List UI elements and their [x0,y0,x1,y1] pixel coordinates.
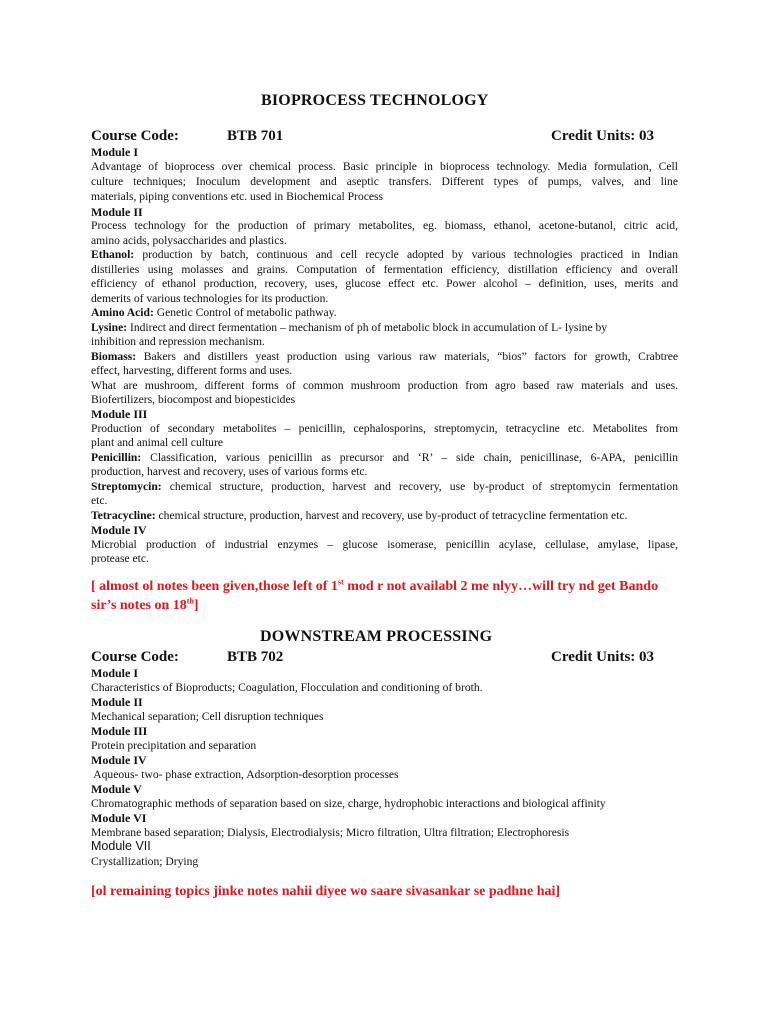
text-line: etc. [91,494,108,507]
course-code-value: BTB 701 [227,128,284,144]
text-line: inhibition and repression mechanism. [91,335,265,348]
text-line: Characteristics of Bioproducts; Coagulation, Flocculation and conditioning of broth. [91,681,483,694]
module-heading: Module V [91,782,142,796]
page-title: BIOPROCESS TECHNOLOGY [261,92,489,109]
module-heading: Module I [91,666,139,680]
paragraph-line [91,480,678,493]
note-text: [ almost ol notes been given,those left of 1 [91,579,338,594]
text-line: Membrane based separation; Dialysis, Electrodialysis; Micro filtration, Ultra filtration; Electrophoresis [91,826,570,839]
module-heading: Module II [91,205,143,219]
red-note: [ol remaining topics jinke notes nahii diyee wo saare sivasankar se padhne hai] [91,884,561,899]
text-line: protease etc. [91,552,149,565]
paragraph-line [91,248,678,261]
module-heading: Module IV [91,753,147,767]
paragraph-line [91,509,627,522]
text-line: amino acids, polysaccharides and plastics. [91,234,287,247]
text-span: Genetic Control of metabolic pathway. [153,306,337,319]
term-label: Lysine: [91,321,128,334]
module-heading: Module VI [91,811,147,825]
text-line: Protein precipitation and separation [91,739,257,752]
term-label: Tetracycline: [91,509,156,522]
text-span: chemical structure, production, harvest and recovery, use by-product of streptomycin fermentation [161,480,678,493]
module-heading: Module IV [91,523,147,537]
module-heading: Module II [91,695,143,709]
text-line: Aqueous- two- phase extraction, Adsorption-desorption processes [91,768,399,781]
text-span: chemical structure, production, harvest and recovery, use by-product of tetracycline fermentation etc. [155,509,628,522]
text-span: production by batch, continuous and cell recycle adopted by various technologies practiced in Indian [134,248,678,261]
note-text: ] [193,598,199,613]
text-line: culture techniques; Inoculum development and aseptic transfers. Different types of pumps, valves, and line [91,175,678,188]
text-line: Biofertilizers, biocompost and biopesticides [91,393,296,406]
red-note [91,579,691,595]
paragraph-line [91,350,678,363]
term-label: Biomass: [91,350,137,363]
text-span: Classification, various penicillin as precursor and ‘R’ – side chain, penicillinase, 6-APA, penicillin [141,451,678,464]
paragraph-line [91,321,607,334]
note-text: sir’s notes on 18 [91,598,187,613]
term-label: Ethanol: [91,248,135,261]
term-label: Penicillin: [91,451,142,464]
course-code-label: Course Code: [91,649,179,665]
module-heading: Module VII [91,839,151,853]
text-line: What are mushroom, different forms of common mushroom production from agro based raw materials and uses. [91,379,678,392]
text-line: demerits of various technologies for its production. [91,292,329,305]
credit-units: Credit Units: 03 [551,128,655,144]
note-superscript: st [337,577,344,587]
text-line: Crystallization; Drying [91,855,199,868]
paragraph-line [91,451,678,464]
module-heading: Module III [91,407,148,421]
term-label: Amino Acid: [91,306,154,319]
text-span: Bakers and distillers yeast production using various raw materials, “bios” factors for growth, Crabtree [136,350,678,363]
text-line: Microbial production of industrial enzymes – glucose isomerase, penicillin acylase, cellulase, amylase, lipase, [91,538,678,551]
text-line: effect, harvesting, different forms and uses. [91,364,293,377]
text-line: Process technology for the production of primary metabolites, eg. biomass, ethanol, acetone-butanol, citric acid, [91,219,678,232]
text-line: efficiency of ethanol production, recovery, uses, glucose effect etc. Power alcohol – definition, uses, merits and [91,277,678,290]
note-text: mod r not availabl 2 me nlyy…will try nd get Bando [343,579,659,594]
module-heading: Module I [91,145,139,159]
text-line: Chromatographic methods of separation based on size, charge, hydrophobic interactions and biological affinity [91,797,606,810]
note-superscript: th [186,596,194,606]
text-span: Indirect and direct fermentation – mechanism of ph of metabolic block in accumulation of L- lysine by [127,321,608,334]
paragraph-line [91,306,337,319]
course-code-label: Course Code: [91,128,179,144]
section-title: DOWNSTREAM PROCESSING [260,628,493,645]
text-line: plant and animal cell culture [91,436,223,449]
text-line: production, harvest and recovery, uses of various forms etc. [91,465,368,478]
text-line: Mechanical separation; Cell disruption techniques [91,710,324,723]
text-line: Advantage of bioprocess over chemical process. Basic principle in bioprocess technology. Media formulation, Cell [91,160,678,173]
red-note-cont [91,598,199,614]
module-heading: Module III [91,724,148,738]
text-line: materials, piping conventions etc. used in Biochemical Process [91,190,384,203]
term-label: Streptomycin: [91,480,162,493]
text-line: Production of secondary metabolites – penicillin, cephalosporins, streptomycin, tetracycline etc. Metabolites from [91,422,678,435]
credit-units: Credit Units: 03 [551,649,655,665]
course-code-value: BTB 702 [227,649,284,665]
text-line: distilleries using molasses and grains. Computation of fermentation efficiency, distillation efficiency and overall [91,263,678,276]
